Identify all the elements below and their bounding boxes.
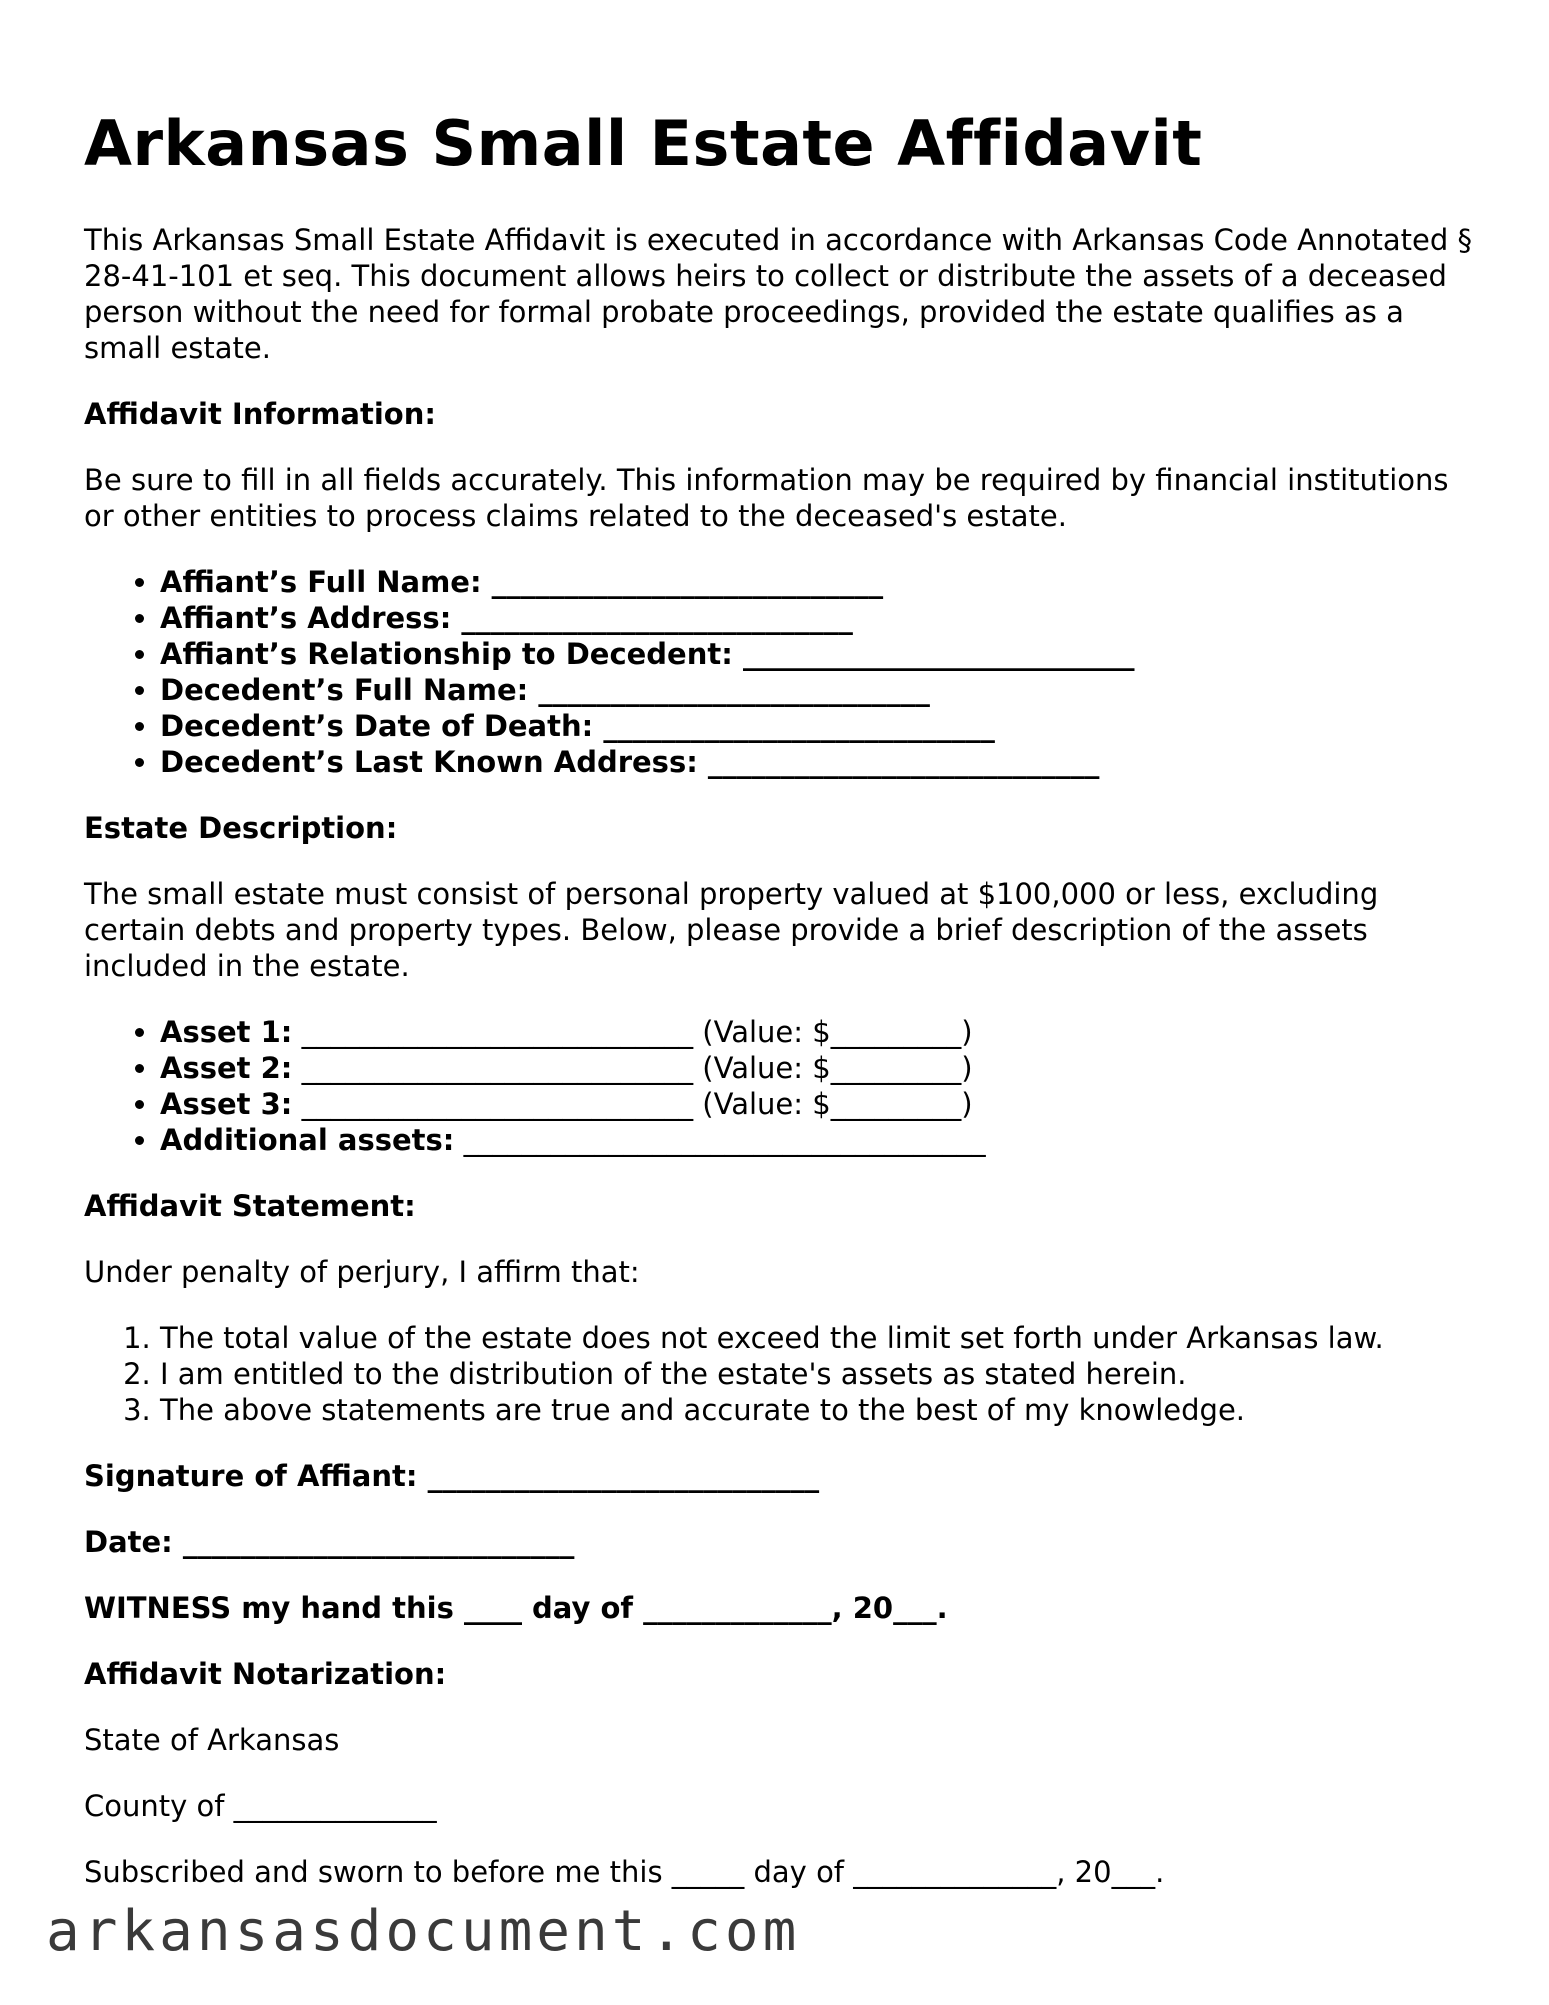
field-affiant-relationship: • Affiant’s Relationship to Decedent: ___________________________ [160,636,1484,672]
affirmation-item: 3. The above statements are true and accurate to the best of my knowledge. [160,1392,1484,1428]
asset-item: • Asset 1: ___________________________ (Value: $_________) [160,1014,1484,1050]
notarization-state: State of Arkansas [84,1723,340,1757]
assets-list [84,1014,1484,1158]
intro-paragraph: This Arkansas Small Estate Affidavit is executed in accordance with Arkansas Code Annotated § 28-41-101 et seq. This document allows heirs to collect or distribute the assets of a deceased person without the need for formal probate proceedings, provided the estate qualifies as a small estate. [84,223,1472,365]
notarization-sworn: Subscribed and sworn to before me this _____ day of ______________, 20___. [84,1855,1165,1889]
date-line: Date: ___________________________ [84,1525,575,1559]
signature-line: Signature of Affiant: ___________________________ [84,1459,820,1493]
affidavit-statement-text: Under penalty of perjury, I affirm that: [84,1255,640,1289]
affirmation-item: 1. The total value of the estate does not exceed the limit set forth under Arkansas law. [160,1320,1484,1356]
field-affiant-full-name: • Affiant’s Full Name: ___________________________ [160,564,1484,600]
affirmations-list [84,1320,1484,1428]
field-decedent-date-of-death: • Decedent’s Date of Death: ___________________________ [160,708,1484,744]
affidavit-information-text: Be sure to fill in all fields accurately. This information may be required by financial institutions or other entities to process claims related to the deceased's estate. [84,463,1449,533]
witness-line: WITNESS my hand this ____ day of _____________, 20___. [84,1591,948,1625]
estate-description-heading: Estate Description: [84,811,398,845]
field-decedent-last-address: • Decedent’s Last Known Address: ___________________________ [160,744,1484,780]
affirmation-item: 2. I am entitled to the distribution of the estate's assets as stated herein. [160,1356,1484,1392]
affidavit-information-heading: Affidavit Information: [84,397,436,431]
notarization-county: County of ______________ [84,1789,437,1823]
document-page [84,104,1484,1920]
asset-item-additional: • Additional assets: ____________________________________ [160,1122,1484,1158]
field-affiant-address: • Affiant’s Address: ___________________________ [160,600,1484,636]
asset-item: • Asset 2: ___________________________ (Value: $_________) [160,1050,1484,1086]
affidavit-fields-list [84,564,1484,780]
affidavit-statement-heading: Affidavit Statement: [84,1189,416,1223]
asset-item: • Asset 3: ___________________________ (Value: $_________) [160,1086,1484,1122]
site-watermark: arkansasdocument.com [46,1899,801,1964]
notarization-heading: Affidavit Notarization: [84,1657,447,1691]
document-title: Arkansas Small Estate Affidavit [84,107,1203,180]
estate-description-text: The small estate must consist of personal property valued at $100,000 or less, excluding certain debts and property types. Below, please provide a brief description of the assets included in the estate. [84,877,1379,983]
field-decedent-full-name: • Decedent’s Full Name: ___________________________ [160,672,1484,708]
